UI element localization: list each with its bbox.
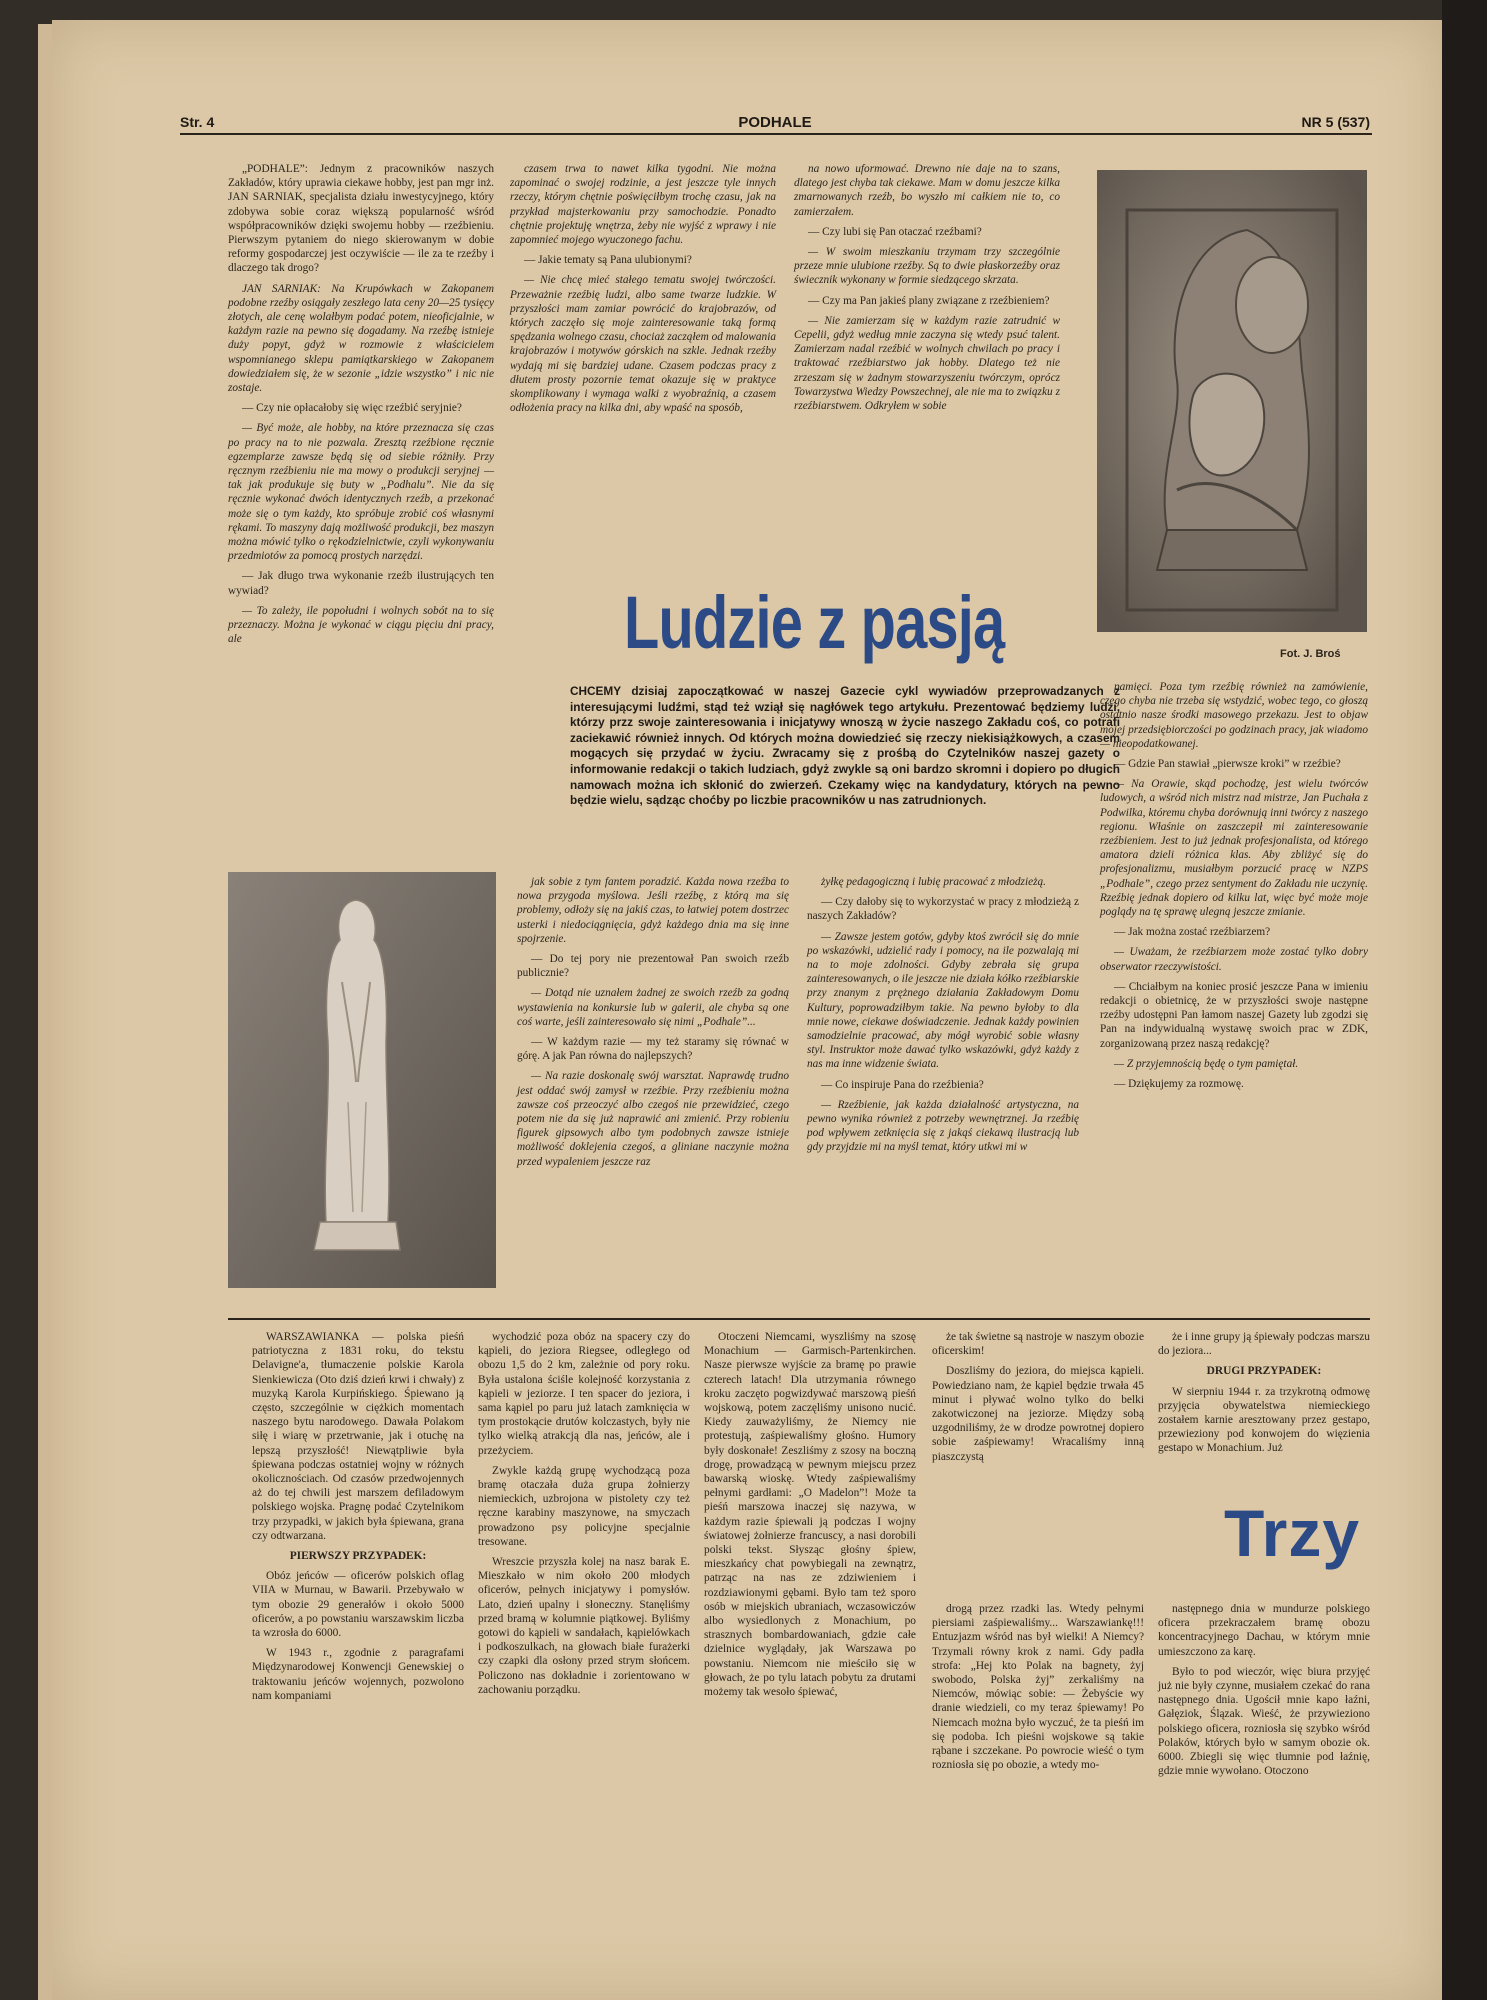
paragraph: — Czy lubi się Pan otaczać rzeźbami?: [808, 225, 982, 238]
paragraph: — Na razie doskonalę swój warsztat. Naprawdę trudno jest oddać swój zamysł w rzeźbie. Przy rzeźbieniu można zawsze coś przeoczyć albo czegoś nie przewidzieć, czego potem nie da się już naprawić ani zmienić. Przy robieniu figurek gipsowych albo tym podobnych zawsze istnieje możliwość doklejenia czegoś, a gliniane naczynie można przed wypaleniem jeszcze raz: [517, 1070, 789, 1168]
subheading: PIERWSZY PRZYPADEK:: [289, 1550, 427, 1563]
memoir-column-a: [252, 1330, 464, 1709]
paragraph: pamięci. Poza tym rzeźbię również na zamówienie, czego chyba nie trzeba się wstydzić, wobec tego, co głoszą ostatnio nasze środki masowego przekazu. Jest to objaw mojej przedsiębiorczości po godzinach pracy, jak wiadomo — nieopodatkowanej.: [1100, 681, 1368, 750]
paragraph: — Chciałbym na koniec prosić jeszcze Pana w imieniu redakcji o obietnicę, że w przyszłości swoje następne rzeźby udostępni Pan łamom naszej Gazety lub zgodzi się Pan na indywidualną wystawę swoich prac w ZDK, zorganizowaną przez naszą redakcję?: [1100, 980, 1368, 1050]
paragraph: — Jak długo trwa wykonanie rzeźb ilustrujących ten wywiad?: [228, 570, 494, 597]
statue-image: [228, 872, 496, 1288]
paragraph: — Jak można zostać rzeźbiarzem?: [1114, 926, 1271, 939]
paragraph: że tak świetne są nastroje w naszym obozie oficerskim!: [932, 1331, 1144, 1358]
paragraph: „PODHALE”: Jednym z pracowników naszych Zakładów, który uprawia ciekawe hobby, jest pan mgr inż. JAN SARNIAK, specjalista działu inwestycyjnego, który zdobywa sobie coraz większą popularność wśród współpracowników dzięki swojemu hobby — rzeźbieniu. Pierwszym pytaniem do niego skierowanym w dobie reformy gospodarczej jest oczywiście — ile za te rzeźby i dlaczego tak drogo?: [228, 163, 494, 275]
photo-caption: Fot. J. Broś: [1280, 648, 1341, 660]
relief-sculpture-photo: [1097, 170, 1367, 632]
paragraph: wychodzić poza obóz na spacery czy do kąpieli, do jeziora Riegsee, odległego od obozu 1,5 do 2 km, zależnie od pory roku. Była ustalona ściśle kolejność korzystania z kąpieli w jeziorze. I ten spacer do jeziora, i sama kąpiel po paru już latach zamknięcia w tym prostokącie drutów kolczastych, były nie tylko wielką atrakcją dla nas, jeńców, ale i przeżyciem.: [478, 1331, 690, 1457]
paragraph: — Czy nie opłacałoby się więc rzeźbić seryjnie?: [242, 402, 462, 415]
interview-column-5: [517, 875, 789, 1175]
paragraph: — To zależy, ile popołudni i wolnych sobót na to się przeznaczy. Można je wykonać w ciągu pięciu dni pracy, ale: [228, 604, 494, 646]
paragraph: — Czy dałoby się to wykorzystać w pracy z młodzieżą z naszych Zakładów?: [807, 896, 1079, 923]
paragraph: W sierpniu 1944 r. za trzykrotną odmowę przyjęcia obywatelstwa niemieckiego zostałem karnie aresztowany przez gestapo, przewieziony pod konwojem do więzienia gestapo w Monachium. Już: [1158, 1385, 1370, 1455]
paper-name: PODHALE: [738, 114, 812, 131]
memoir-headline: Trzy: [1224, 1496, 1361, 1570]
interview-column-6: [807, 875, 1079, 1161]
paragraph: — Rzeźbienie, jak każda działalność artystyczna, na pewno wynika również z potrzeby wewnętrznej. Ja rzeźbię pod wpływem zetknięcia się z jakąś ciekawą ilustracją lub gdy przyjdzie mi na myśl temat, który utkwi mi w: [807, 1098, 1079, 1154]
memoir-column-b: [478, 1330, 690, 1703]
paragraph: — Uważam, że rzeźbiarzem może zostać tylko dobry obserwator rzeczywistości.: [1100, 946, 1368, 973]
paragraph: — Dziękujemy za rozmowę.: [1114, 1078, 1244, 1091]
paragraph: Doszliśmy do jeziora, do miejsca kąpieli. Powiedziano nam, że kąpiel będzie trwała 45 minut i pływać wolno tylko do belki zakotwiczonej na jeziorze. Między sobą uzgodniliśmy, że w drodze powrotnej dopiero sobie zaśpiewamy! Wracaliśmy inną piaszczystą: [932, 1365, 1144, 1463]
article-headline: Ludzie z pasją: [624, 581, 1005, 664]
section-divider: [228, 1318, 1370, 1320]
subheading: DRUGI PRZYPADEK:: [1206, 1365, 1322, 1378]
newspaper-page: [52, 20, 1442, 2000]
paragraph: JAN SARNIAK: Na Krupówkach w Zakopanem podobne rzeźby osiągały zeszłego lata ceny 20—25 tysięcy złotych, ale cenę wolałbym podać potem, nieoficjalnie, w każdym razie na pewno się dogadamy. Na rzeźbę istnieje duży popyt, gdyż w rozmowie z właścicielem wspomnianego sklepu pamiątkarskiego w Zakopanem dowiedziałem się, że w sezonie „idzie wszystko” i nic nie zostaje.: [228, 282, 494, 395]
paragraph: — Na Orawie, skąd pochodzę, jest wielu twórców ludowych, a wśród nich mistrz nad mistrze, Jan Puchała z Podwilka, któremu chyba dorównują inni twórcy z naszego regionu. Właśnie on zaszczepił mi zainteresowanie rzeźbieniem. Jest to już jednak profesjonalista, od którego amatora dzieli różnica klas. Aby zbliżyć się do profesjonalizmu, musiałbym porzucić pracę w NZPS „Podhale”, czego przez sentyment do Zakładu nie uczynię. Rzeźbię jednak dopiero od kilku lat, więc być może moje poglądy na tę sprawę ulegną jeszcze zmianie.: [1100, 778, 1368, 919]
header-rule: [180, 133, 1372, 135]
paragraph: Było to pod wieczór, więc biura przyjęć już nie były czynne, musiałem czekać do rana następnego dnia. Ugościł mnie kapo łaźni, Gałęziok, Ślązak. Wieść, że przywieziono polskiego oficera, rozniosła się szybko wśród Polaków, których było w samym obozie ok. 6000. Zbiegli się więc tłumnie pod łaźnię, gdzie mnie wywołano. Otoczono: [1158, 1665, 1370, 1778]
paragraph: — Jakie tematy są Pana ulubionymi?: [524, 254, 692, 267]
paragraph: W 1943 r., zgodnie z paragrafami Międzynarodowej Konwencji Genewskiej o traktowaniu jeńców wojennych, pozwolono nam kompaniami: [252, 1647, 464, 1702]
memoir-column-c: [704, 1330, 916, 1705]
interview-column-3: [794, 162, 1060, 419]
paragraph: — Zawsze jestem gotów, gdyby ktoś zwrócił się do mnie po wskazówki, udzielić rady i pomocy, na ile pozwalają mi na to moje zdolności. Gdyby zebrała się grupa zainteresowanych, o ile jeszcze nie działa kółko rzeźbiarskie przy znanym z prężnego działania Zakładowym Domu Kultury, poprowadziłbym takie. Na pewno byłoby to dla mnie nowe, ciekawe doświadczenie. Jednak każdy powinien samodzielnie pracować, aby mógł wyrobić sobie własny styl. Instruktor może dawać tylko wskazówki, gdyż każdy z nas ma inne widzenie świata.: [807, 930, 1079, 1071]
interview-column-2: [510, 162, 776, 421]
paragraph: Otoczeni Niemcami, wyszliśmy na szosę Monachium — Garmisch-Partenkirchen. Nasze pierwsze wyjście za bramę po prawie czterech latach! Dla utrzymania równego kroku zaczęto pogwizdywać marszową pieśń wojskową, potem zaczęliśmy unisono nucić. Kiedy zauważyliśmy, że Niemcy nie protestują, zaśpiewaliśmy głośno. Humory były doskonałe! Zeszliśmy z szosy na boczną drogę, prowadzącą w pewnym miejscu przez bawarską wioskę. Wtedy zaśpiewaliśmy pełnymi gardłami: „O Madelon”! Może ta pieśń marszowa inaczej się nazywa, w każdym razie śpiewali ją podczas I wojny światowej żołnierze francuscy, a nasi dorobili polski tekst. Słysząc głośny śpiew, mieszkańcy chat powybiegali na zewnątrz, patrząc na nas ze zdziwieniem i rozdziawionymi gębami. Było tam też sporo osób w miejskich ubraniach, wczasowiczów albo wysiedlonych z Monachium, po strasznych bombardowaniach, gdzie całe dzielnice wyglądały, jak Warszawa po powstaniu. Niemcom nie mieściło się w głowach, że po tylu latach pobytu za drutami możemy tak wesoło śpiewać,: [704, 1331, 916, 1699]
relief-sculpture-image: [1097, 170, 1367, 632]
memoir-column-d-top: [932, 1330, 1144, 1470]
paragraph: czasem trwa to nawet kilka tygodni. Nie można zapominać o swojej rodzinie, a jest jeszcze tyle innych rzeczy, którym chętnie poświęciłbym trochę czasu, jak na przykład majsterkowaniu przy samochodzie. Ponadto chętnie projektuję wnętrza, żeby nie wyjść z wprawy i nie zapomnieć mojego wyuczonego fachu.: [510, 163, 776, 247]
paragraph: Wreszcie przyszła kolej na nasz barak E. Mieszkało w nim około 200 młodych oficerów, pełnych inicjatywy i pomysłów. Lato, dzień upalny i słoneczny. Stanęliśmy przed bramą w kolumnie piątkowej. Byliśmy gotowi do kąpieli w sandałach, kąpielówkach i podkoszulkach, na głowach białe furażerki czy czapki dla osłony przed strym słońcem. Policzono nas dokładnie i zorientowano w zachowaniu porządku.: [478, 1556, 690, 1696]
paragraph: na nowo uformować. Drewno nie daje na to szans, dlatego jest chyba tak ciekawe. Mam w domu jeszcze kilka zmarnowanych rzeźb, bo wyszło mi całkiem nie to, co zamierzałem.: [794, 163, 1060, 218]
memoir-column-d-bottom: [932, 1602, 1144, 1778]
paragraph: że i inne grupy ją śpiewały podczas marszu do jeziora...: [1158, 1331, 1370, 1358]
article-lead: CHCEMY dzisiaj zapoczątkować w naszej Gazecie cykl wywiadów przeprowadzanych z interesującymi ludźmi, stąd też wziął się nagłówek tego artykułu. Prezentować będziemy ludzi, którzy przz swoje zainteresowania i inicjatywy wnoszą w życie naszego Zakładu coś, co potrafi zaciekawić również innych. Od których można dowiedzieć się rzeczy niekisiążkowych, a czasem mogących się przydać w życiu. Zwracamy się z prośbą do Czytelników naszej gazety o informowanie redakcji o takich ludziach, gdyż zwykle są oni bardzo skromni i dopiero po długich namowach można ich skłonić do zwierzeń. Czekamy więc na kandydatury, których na pewno będzie wielu, sądząc choćby po liczbie pracowników u nas zatrudnionych.: [570, 684, 1120, 808]
paragraph: drogą przez rzadki las. Wtedy pełnymi piersiami zaśpiewaliśmy... Warszawiankę!!! Entuzjazm wśród nas był wielki! A Niemcy? Trzymali równy krok z nami. Gdy padła strofa: „Hej kto Polak na bagnety, żyj swobodo, Polska żyj” zerkaliśmy na Niemców, mówiąc sobie: — Żebyście wy dranie wiedzieli, co my teraz śpiewamy! Po Niemcach można było wyczuć, że ta pieśń im się podoba. Ich pieśni wojskowe są takie rąbane i szczekane. Po powrocie wieść o tym rozniosła się po obozie, a wtedy mo-: [932, 1603, 1144, 1772]
paragraph: żyłkę pedagogiczną i lubię pracować z młodzieżą.: [821, 876, 1046, 888]
paragraph: — Do tej pory nie prezentował Pan swoich rzeźb publicznie?: [517, 953, 789, 980]
memoir-column-e-bottom: [1158, 1602, 1370, 1784]
paragraph: Obóz jeńców — oficerów polskich oflag VIIA w Murnau, w Bawarii. Przebywało w tym obozie 29 generałów i około 5000 oficerów, a po powstaniu warszawskim liczba ta wzrosła do 6000.: [252, 1570, 464, 1640]
paragraph: — Gdzie Pan stawiał „pierwsze kroki” w rzeźbie?: [1114, 758, 1341, 771]
paragraph: — Nie chcę mieć stałego tematu swojej twórczości. Przeważnie rzeźbię ludzi, albo same twarze ludzkie. W przyszłości mam zamiar powrócić do krajobrazów, od których zaczęło się moje zainteresowanie taką formą spędzania wolnego czasu, chociaż zacząłem od malowania krajobrazów i motywów górskich na szkle. Jednak rzeźby wydają mi się bardziej udane. Czasem podczas pracy z dłutem prosty pozornie temat okazuje się w praktyce skomplikowany i wymaga walki z wyobraźnią, a czasem odłożenia pracy na kilka dni, aby wpaść na sposób,: [510, 274, 776, 415]
paragraph: — W każdym razie — my też staramy się równać w górę. A jak Pan równa do najlepszych?: [517, 1036, 789, 1063]
issue-number: NR 5 (537): [1301, 114, 1370, 130]
paragraph: — Czy ma Pan jakieś plany związane z rzeźbieniem?: [808, 294, 1050, 307]
paragraph: — Dotąd nie uznałem żadnej ze swoich rzeźb za godną wystawienia na konkursie lub w galerii, ale chyba są one coś warte, jeśli zainteresowało się nimi „Podhale”...: [517, 987, 789, 1028]
paragraph: następnego dnia w mundurze polskiego oficera przekraczałem bramę obozu koncentracyjnego Dachau, w którym mnie umieszczono za karę.: [1158, 1603, 1370, 1658]
memoir-column-e-top: [1158, 1330, 1370, 1462]
paragraph: WARSZAWIANKA — polska pieśń patriotyczna z 1831 roku, do tekstu Delavigne'a, tłumaczenie polskie Karola Sienkiewicza (Oto dziś dzień krwi i chwały) z muzyką Karola Kurpińskiego. Śpiewano ją często, szczególnie w ciężkich momentach naszego bytu narodowego. Dawała Polakom siłę i wiarę w przetrwanie, jak i otuchę na lepszą przyszłość! Niewątpliwie była śpiewana podczas ostatniej wojny w różnych okolicznościach. Od czasów przedwojennych aż do tej chwili jest marszem defiladowym polskiego wojska. Pragnę podać Czytelnikom trzy przypadki, w jakich była śpiewana, grana czy odtwarzana.: [252, 1331, 464, 1542]
interview-column-1: [228, 162, 494, 653]
paragraph: — W swoim mieszkaniu trzymam trzy szczególnie przeze mnie ulubione rzeźby. Są to dwie płaskorzeźby oraz świecznik wykonany w formie siedzącego skrzata.: [794, 246, 1060, 287]
page-number: Str. 4: [180, 114, 215, 130]
paragraph: jak sobie z tym fantem poradzić. Każda nowa rzeźba to nowa przygoda myślowa. Jeśli rzeźbę, z którą ma się problemy, odłoży się na jakiś czas, to łatwiej potem dostrzec usterki i niedociągnięcia, gdyż każdego dnia ma się inne spojrzenie.: [517, 876, 789, 945]
paragraph: — Z przyjemnością będę o tym pamiętał.: [1114, 1057, 1299, 1070]
scan-right-edge: [1442, 0, 1487, 2000]
paragraph: — Co inspiruje Pana do rzeźbienia?: [821, 1078, 984, 1091]
statue-photo: [228, 872, 496, 1288]
paragraph: — Nie zamierzam się w każdym razie zatrudnić w Cepelii, gdyż według mnie zaczyna się wtedy psuć talent. Zamierzam nadal rzeźbić w wolnych chwilach po pracy i traktować rzeźbiarstwo jak hobby. Dlatego też nie zrzeszam się w żadnym stowarzyszeniu twórczym, oprócz Towarzystwa Wiedzy Powszechnej, ale nie ma to związku z rzeźbiarstwem. Odkryłem w sobie: [794, 314, 1060, 413]
interview-column-4: [1100, 680, 1368, 1097]
paragraph: Zwykle każdą grupę wychodzącą poza bramę otaczała duża grupa żołnierzy niemieckich, uzbrojona w pistolety czy też ręczne karabiny maszynowe, na smyczach prowadzono psy policyjne specjalnie tresowane.: [478, 1464, 690, 1548]
paragraph: — Być może, ale hobby, na które przeznacza się czas po pracy na to nie pozwala. Zresztą rzeźbione ręcznie egzemplarze zawsze będą się od siebie różniły. Przy ręcznym rzeźbieniu nie ma mowy o produkcji seryjnej — tak jak produkuje się buty w „Podhalu”. Nie da się ręcznie wykonać dwóch identycznych rzeźb, a przekonać może się o tym każdy, kto spróbuje zrobić coś własnymi rękami. To maszyny dają możliwość produkcji, bez maszyn można mówić tylko o rękodzielnictwie, czyli wykonywaniu przedmiotów za pomocą prostych narzędzi.: [228, 422, 494, 563]
